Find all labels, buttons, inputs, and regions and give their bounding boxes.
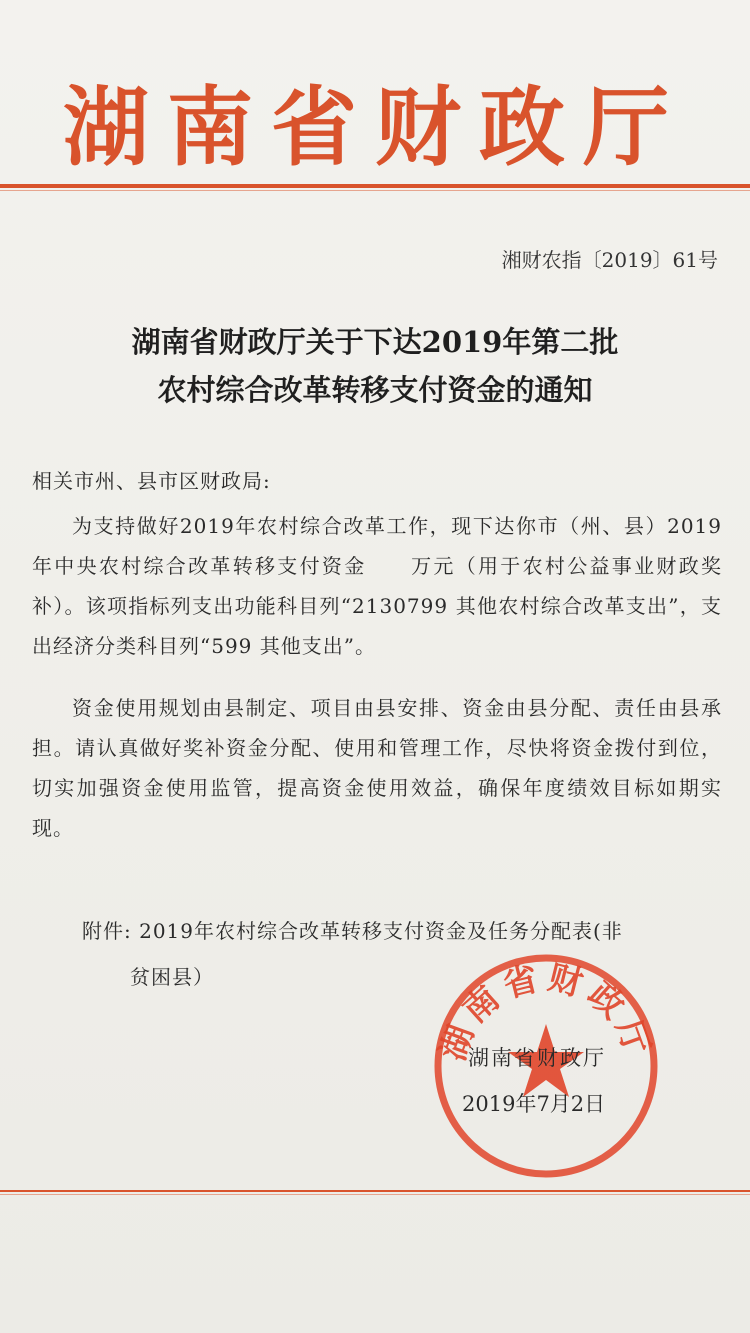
notice-title [0,318,750,414]
body-paragraph-2 [32,688,722,848]
issuer-name: 湖南省财政厅 [468,1046,606,1070]
masthead-rule-thin [0,190,750,191]
paragraph-text: 资金使用规划由县制定、项目由县安排、资金由县分配、责任由县承担。请认真做好奖补资金分配、使用和管理工作，尽快将资金拨付到位，切实加强资金使用监管，提高资金使用效益，确保年度绩效目标如期实现。 [32,696,722,840]
document-number: 湘财农指〔2019〕61号 [501,248,718,272]
issue-date: 2019年7月2日 [462,1092,606,1116]
salutation: 相关市州、县市区财政局: [32,469,271,493]
title-line-1: 湖南省财政厅关于下达2019年第二批 [131,325,619,359]
attachment-line-2: 贫困县） [130,965,214,989]
paragraph-text: 为支持做好2019年农村综合改革工作，现下达你市（州、县）2019年中央农村综合改革转移支付资金 万元（用于农村公益事业财政奖补）。该项指标列支出功能科目列“2130799 其他农村综合改革支出”，支出经济分类科目列“599 其他支出”。 [32,514,722,658]
footer-rule-thin [0,1194,750,1195]
svg-text:湖南省财政厅: 湖南省财政厅 [432,957,660,1066]
masthead-title: 湖南省财政厅 [63,78,687,178]
attachment-line-1: 附件: 2019年农村综合改革转移支付资金及任务分配表(非 [82,919,623,943]
footer-rule [0,1190,750,1192]
title-line-2: 农村综合改革转移支付资金的通知 [157,373,593,407]
body-paragraph-1 [32,506,722,666]
masthead-rule [0,184,750,188]
